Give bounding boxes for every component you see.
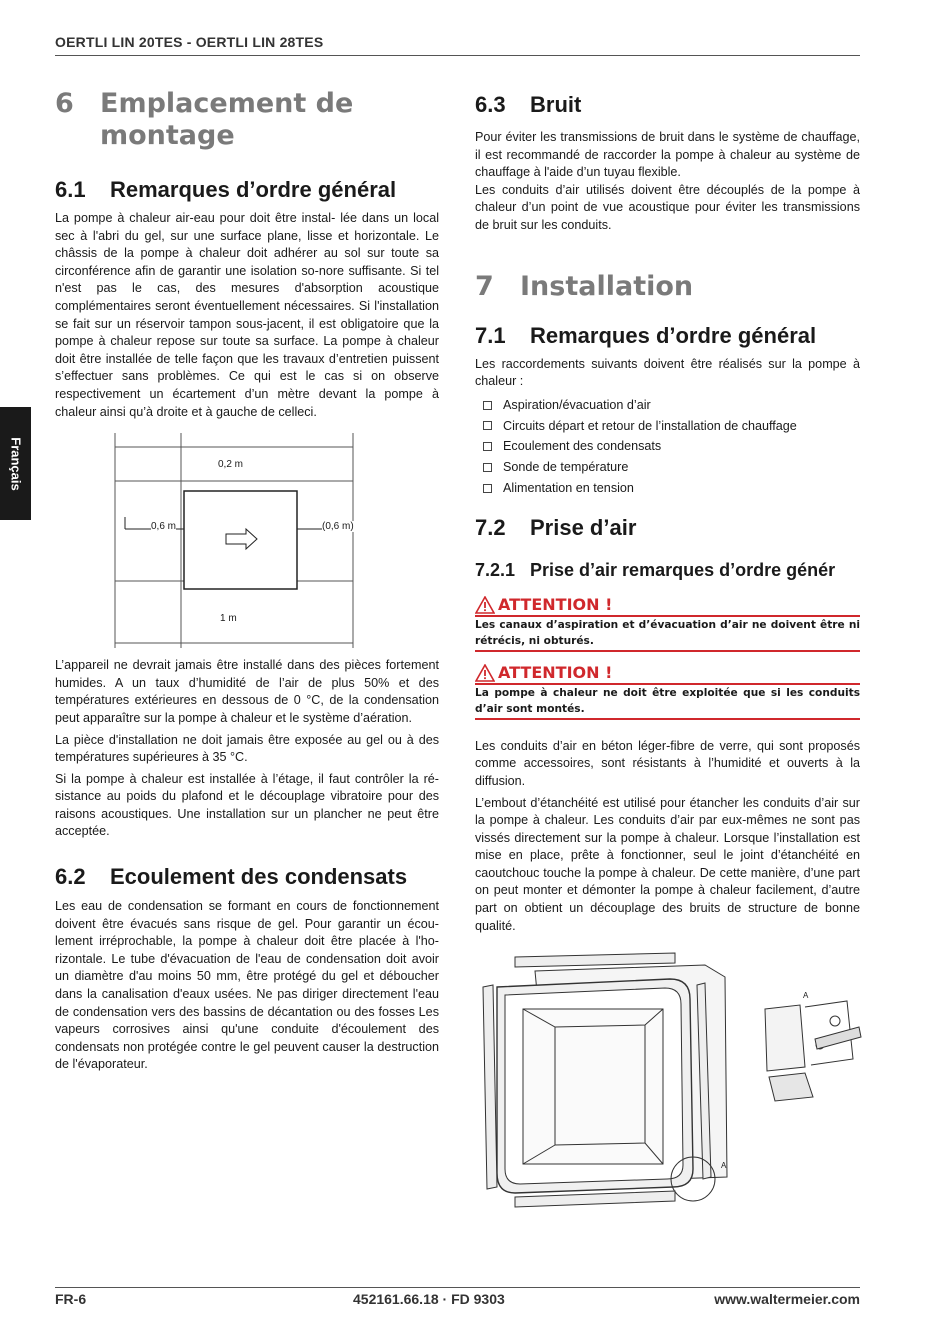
header-title: OERTLI LIN 20TES - OERTLI LIN 28TES (55, 34, 324, 50)
list-item (475, 416, 860, 437)
section-number: 6 (55, 88, 74, 119)
section-number: 7.2.1 (475, 559, 516, 580)
air-duct-figure (475, 947, 865, 1209)
section-number: 7.1 (475, 322, 506, 348)
top-clearance-label: 0,2 m (218, 459, 244, 471)
section-number: 7.2 (475, 514, 506, 540)
list-item (475, 395, 860, 416)
footer-rule (55, 1287, 860, 1288)
paragraph: La pompe à chaleur air-eau pour doit être instal- lée dans un local sec à l'abri du gel, sur une surface plane, lisse et horizontale. Le châssis de la pompe à chaleur doit adhérer au sol sur toute sa circonférence afin de garantir une isolation so-nore suffisante. Si tel n'est pas le cas, des mesures d'absorption acoustique complémentaires seront éventuellement nécessaires. Si l'installation se fait sur un réservoir tampon sous-jacent, il est obligatoire que la pompe à chaleur repose sur toute sa surface. La pompe à chaleur doit être installée de telle façon que les travaux d’entretien puissent s’effectuer sans problèmes. Ce qui est le cas si on observe respectivement un écartement d’un mètre devant la pompe à chaleur ainsi qu’à droite et à gauche de celleci. (55, 211, 439, 419)
connections-list (475, 395, 860, 499)
list-item-text: Aspiration/évacuation d’air (503, 397, 651, 412)
paragraph: L’appareil ne devrait jamais être installé dans des pièces fortement humides. A un taux d’humidité de l’air de plus 50% et des températures extérieures en dessous de 0 °C, de la condensation peut apparaître sur la pompe à chaleur et le système d’aération. (55, 658, 439, 725)
section-6-1-heading (55, 177, 439, 203)
footer-page-number: FR-6 (55, 1291, 87, 1307)
header-rule (55, 55, 860, 56)
bullet-square-icon (483, 401, 492, 410)
bullet-square-icon (483, 421, 492, 430)
section-7-heading (475, 271, 860, 303)
warning-label: ATTENTION ! (498, 594, 613, 614)
section-7-1-heading (475, 323, 860, 349)
warning-title (475, 664, 860, 685)
footer-website-link[interactable]: www.waltermeier.com (714, 1291, 860, 1307)
section-title: Bruit (530, 92, 582, 117)
paragraph: Si la pompe à chaleur est installée à l’étage, il faut contrôler la résistance au poids du plafond et le découplage vibratoire pour des raisons acoustiques. Une installation sur un plancher ne peut être acceptée. (55, 771, 439, 839)
air-duct-drawing (475, 947, 865, 1209)
section-number: 6.3 (475, 92, 506, 117)
section-title: Remarques d’ordre général (110, 177, 397, 202)
warning-text: Les canaux d’aspiration et d’évacuation d’air ne doivent être ni rétrécis, ni obturés. (475, 617, 860, 652)
detail-label-a: A (721, 1161, 727, 1171)
warning-box (475, 664, 860, 720)
section-6-heading (55, 88, 439, 152)
paragraph: La pièce d'installation ne doit jamais être exposée au gel ou à des températures supérieures à 35 °C. (55, 732, 439, 765)
section-7-2-1-heading (475, 559, 860, 581)
list-item-text: Alimentation en tension (503, 480, 634, 495)
section-title: Prise d’air (530, 514, 637, 540)
left-clearance-label: 0,6 m (151, 521, 177, 533)
list-item-text: Sonde de température (503, 460, 629, 475)
front-clearance-label: 1 m (220, 613, 237, 625)
paragraph: L’embout d’étanchéité est utilisé pour étancher les conduits d’air sur la pompe à chaleur. Les conduits d’air par eux-mêmes ne sont pas vissés directement sur la pompe à chaleur. Lorsque l’installation est mise en place, prête à fonctionner, seul le joint d’étanchéité en caoutchouc touche la pompe à chaleur. De cette manière, d’une part on peut monter et démonter la pompe à chaleur facilement, d’autre part on obtient un découplage des bruits de structure de bonne qualité. (475, 795, 860, 933)
paragraph: Les conduits d’air en béton léger-fibre de verre, qui sont proposés comme accessoires, sont résistants à l’humidité et ouverts à la diffusion. (475, 738, 860, 788)
section-title: Remarques d’ordre général (530, 322, 817, 348)
right-clearance-label: (0,6 m) (322, 521, 354, 533)
paragraph: Les conduits d’air utilisés doivent être découplés de la pompe à chaleur d’un point de vue acoustique pour éviter les transmissions de bruit sur les conduits. (475, 182, 860, 232)
footer-document-number: 452161.66.18 · FD 9303 (353, 1291, 505, 1307)
list-item (475, 457, 860, 478)
paragraph: Les eau de condensation se formant en cours de fonctionnement doivent être évacués sans risque de gel. Pour garantir un écoulement irréprochable, la pompe à chaleur doit être placée à l'horizontale. Le tube d'évacuation de l'eau de condensation doit avoir un diamètre d'au moins 50 mm, être protégé du gel et déboucher dans la canalisation d'eaux usées. Ne pas diriger directement l'eau de condensation vers des bassins de décantation ou des fosses Les vapeurs corrosives ainsi qu'une conduite d'écoulement des condensats non protégée contre le gel peuvent causer la destruction de l'évaporateur. (55, 899, 439, 1072)
grid-diagram (55, 433, 439, 648)
section-title: Installation (520, 270, 694, 302)
list-item (475, 478, 860, 499)
warning-box (475, 596, 860, 652)
list-item (475, 436, 860, 457)
section-title-line2: montage (100, 120, 235, 151)
section-title: Ecoulement des condensats (110, 864, 408, 890)
warning-triangle-icon (475, 596, 495, 614)
warning-label: ATTENTION ! (498, 662, 613, 682)
bullet-square-icon (483, 463, 492, 472)
detail-label-a: A (803, 991, 809, 1001)
bullet-square-icon (483, 442, 492, 451)
list-item-text: Circuits départ et retour de l’installation de chauffage (503, 418, 797, 433)
warning-title (475, 596, 860, 617)
section-number: 7 (475, 270, 494, 302)
clearance-diagram (55, 433, 439, 648)
section-7-2-heading (475, 515, 860, 541)
section-title-line1: Emplacement de (100, 88, 354, 119)
warning-text: La pompe à chaleur ne doit être exploitée que si les conduits d’air sont montés. (475, 685, 860, 720)
language-tab (0, 407, 31, 520)
paragraph: Les raccordements suivants doivent être réalisés sur la pompe à chaleur : (475, 356, 860, 389)
section-6-3-heading (475, 92, 860, 118)
left-column (55, 88, 439, 1074)
right-column (475, 88, 860, 1209)
section-number: 6.2 (55, 864, 86, 890)
section-title: Prise d’air remarques d’ordre génér (530, 559, 836, 580)
section-6-2-heading (55, 864, 439, 890)
language-tab-label: Français (8, 436, 23, 491)
list-item-text: Ecoulement des condensats (503, 439, 662, 454)
bullet-square-icon (483, 484, 492, 493)
warning-triangle-icon (475, 664, 495, 682)
section-number: 6.1 (55, 177, 86, 202)
paragraph: Pour éviter les transmissions de bruit dans le système de chauffage, il est recommandé de raccorder la pompe à chaleur au système de chauffage à l'aide d’un tuyau flexible. (475, 130, 860, 180)
